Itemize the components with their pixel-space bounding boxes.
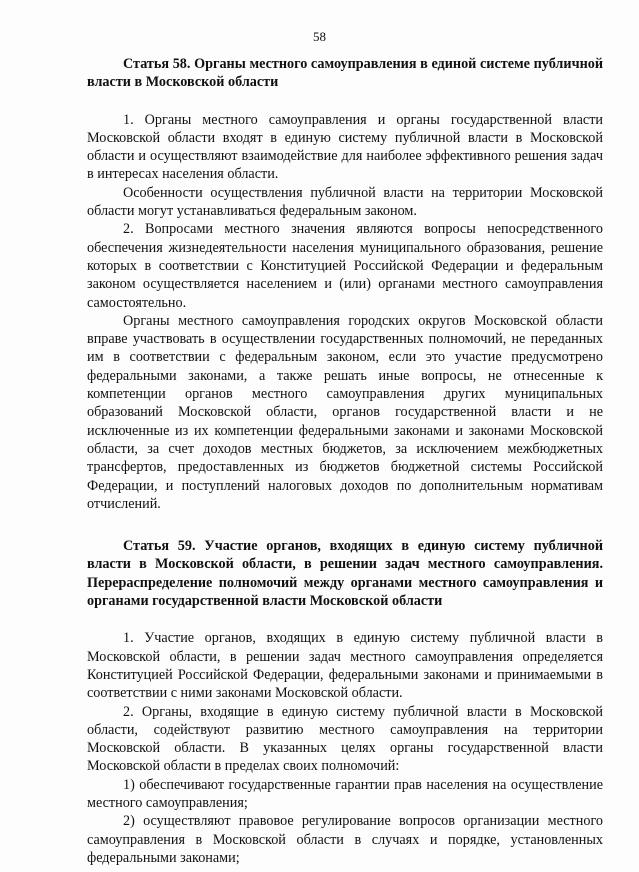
- article-58-paragraph-3: 2. Вопросами местного значения являются вопросы непосредственного обеспечения жизнедеятельности населения муниципального образования, решение которых в соответствии с Конституцией Российской Федерации и федеральным законом осуществляется населением и (или) органами местного самоуправления самостоятельно.: [87, 221, 603, 311]
- article-59-paragraph-1: 1. Участие органов, входящих в единую систему публичной власти в Московской области, в решении задач местного самоуправления определяется Конституцией Российской Федерации, федеральными законами и принимаемыми в соответствии с ними законами Московской области.: [87, 630, 603, 702]
- article-58-paragraph-4: Органы местного самоуправления городских округов Московской области вправе участвовать в осуществлении государственных полномочий, не переданных им в соответствии с федеральным законом, если это участие предусмотрено федеральными законами, а также решать иные вопросы, не отнесенные к компетенции органов местного самоуправления других муниципальных образований Московской области, органов государственной власти и не исключенные из их компетенции федеральными законами и законами Московской области, за счет доходов местных бюджетов, за исключением межбюджетных трансфертов, предоставленных из бюджетов бюджетной системы Российской Федерации, и поступлений налоговых доходов по дополнительным нормативам отчислений.: [87, 312, 603, 512]
- article-58-number: Статья 58.: [123, 56, 191, 72]
- document-body: [87, 55, 603, 867]
- article-59-title: Участие органов, входящих в единую систему публичной власти в Московской области, в решении задач местного самоуправления. Перераспределение полномочий между органами местного самоуправления и органами государственной власти Московской области: [87, 538, 603, 610]
- article-59-paragraph-2: 2. Органы, входящие в единую систему публичной власти в Московской области, содействуют развитию местного самоуправления на территории Московской области. В указанных целях органы государственной власти Московской области в пределах своих полномочий:: [87, 703, 603, 775]
- article-59-heading: [87, 537, 603, 610]
- article-59-paragraph-4: 2) осуществляют правовое регулирование вопросов организации местного самоуправления в Московской области в случаях и порядке, установленных федеральными законами;: [87, 813, 603, 866]
- article-58-paragraph-2: Особенности осуществления публичной власти на территории Московской области могут устанавливаться федеральным законом.: [87, 184, 603, 220]
- article-59-number: Статья 59.: [123, 538, 196, 555]
- article-58-title: Органы местного самоуправления в единой системе публичной власти в Московской области: [87, 56, 604, 91]
- page-number: 58: [313, 29, 326, 44]
- spacer: [87, 513, 603, 537]
- article-59-paragraph-3: 1) обеспечивают государственные гарантии прав населения на осуществление местного самоуправления;: [87, 776, 603, 811]
- spacer: [87, 92, 603, 111]
- spacer: [87, 610, 603, 629]
- article-58-heading: [87, 55, 603, 92]
- article-58-paragraph-1: 1. Органы местного самоуправления и органы государственной власти Московской области входят в единую систему публичной власти в Московской области и осуществляют взаимодействие для наиболее эффективного решения задач в интересах населения области.: [87, 111, 603, 183]
